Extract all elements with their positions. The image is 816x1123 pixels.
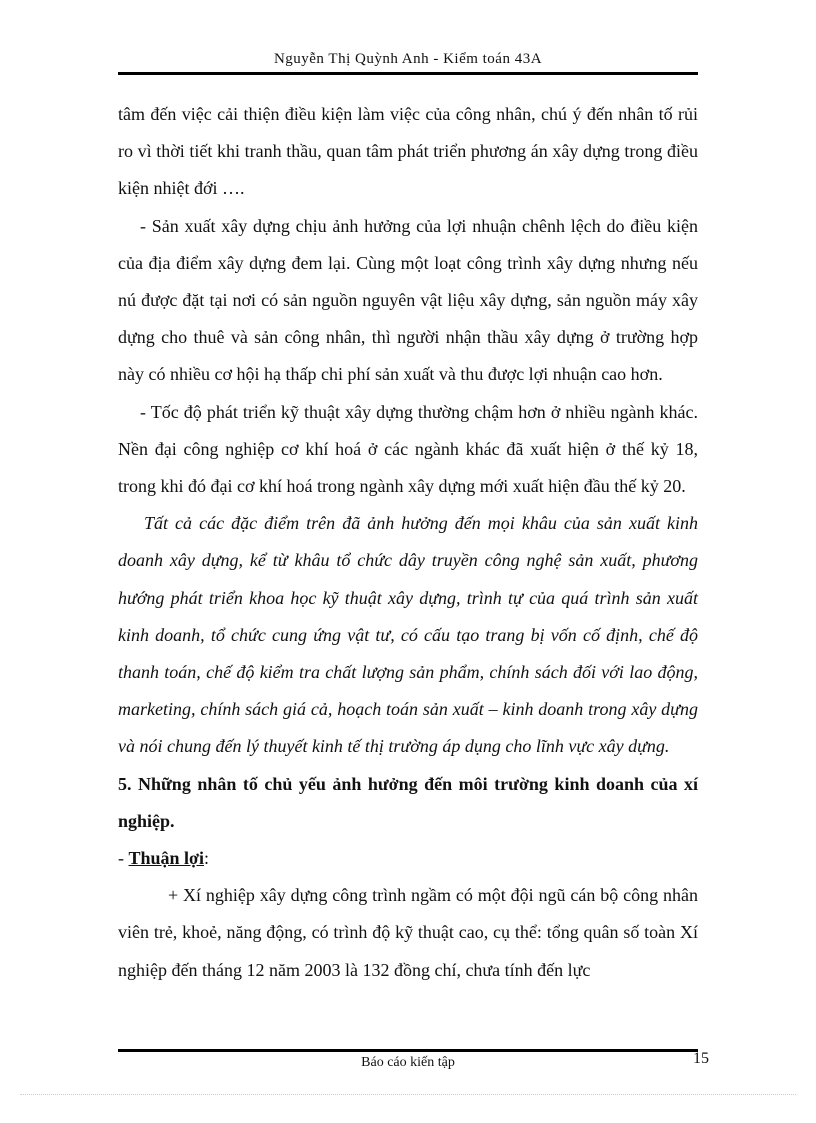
paragraph-profit-difference: - Sản xuất xây dựng chịu ảnh hưởng của lợi nhuận chênh lệch do điều kiện của địa điểm xây dựng đem lại. Cùng một loạt công trình xây dựng nhưng nếu nú được đặt tại nơi có sản nguồn nguyên vật liệu xây dựng, sản nguồn máy xây dựng cho thuê và sản công nhân, thì người nhận thầu xây dựng ở trường hợp này có nhiều cơ hội hạ thấp chi phí sản xuất và thu được lợi nhuận cao hơn. bbox=[118, 215, 698, 385]
header-rule bbox=[118, 72, 698, 75]
paragraph-continuation: tâm đến việc cải thiện điều kiện làm việc của công nhân, chú ý đến nhân tố rủi ro vì thời tiết khi tranh thầu, quan tâm phát triển phương án xây dựng trong điều kiện nhiệt đới …. bbox=[118, 104, 698, 199]
section-heading: 5. Những nhân tố chủ yếu ảnh hưởng đến môi trường kinh doanh của xí nghiệp. bbox=[118, 773, 698, 831]
footer-rule bbox=[118, 1049, 698, 1052]
page-footer: Báo cáo kiến tập bbox=[361, 1055, 455, 1070]
paragraph-italic-summary: Tất cả các đặc điểm trên đã ảnh hưởng đến mọi khâu của sản xuất kinh doanh xây dựng, kể từ khâu tổ chức dây truyền công nghệ sản xuất, phương hướng phát triển khoa học kỹ thuật xây dựng, trình tự của quá trình sản xuất kinh doanh, tổ chức cung ứng vật tư, có cấu tạo trang bị vốn cố định, chế độ thanh toán, chế độ kiểm tra chất lượng sản phẩm, chính sách đối với lao động, marketing, chính sách giá cả, hoạch toán sản xuất – kinh doanh trong xây dựng và nói chung đến lý thuyết kinh tế thị trường áp dụng cho lĩnh vực xây dựng. bbox=[118, 513, 698, 757]
paragraph-workforce: + Xí nghiệp xây dựng công trình ngầm có một đội ngũ cán bộ công nhân viên trẻ, khoẻ, năng động, có trình độ kỹ thuật cao, cụ thể: tổng quân số toàn Xí nghiệp đến tháng 12 năm 2003 là 132 đồng chí, chưa tính đến lực bbox=[118, 885, 698, 980]
subheading-advantages bbox=[118, 840, 698, 877]
subheading-suffix: : bbox=[204, 848, 210, 869]
document-body bbox=[118, 96, 698, 989]
paragraph-tech-speed: - Tốc độ phát triển kỹ thuật xây dựng thường chậm hơn ở nhiều ngành khác. Nền đại công nghiệp cơ khí hoá ở các ngành khác đã xuất hiện ở thế kỷ 18, trong khi đó đại cơ khí hoá trong ngành xây dựng mới xuất hiện đầu thế kỷ 20. bbox=[118, 401, 698, 497]
page-header: Nguyễn Thị Quỳnh Anh - Kiểm toán 43A bbox=[273, 51, 543, 67]
page-number: 15 bbox=[693, 1050, 709, 1067]
subheading-label: Thuận lợi bbox=[128, 848, 205, 869]
subheading-prefix: - bbox=[118, 848, 129, 869]
page-edge-divider bbox=[20, 1094, 796, 1095]
